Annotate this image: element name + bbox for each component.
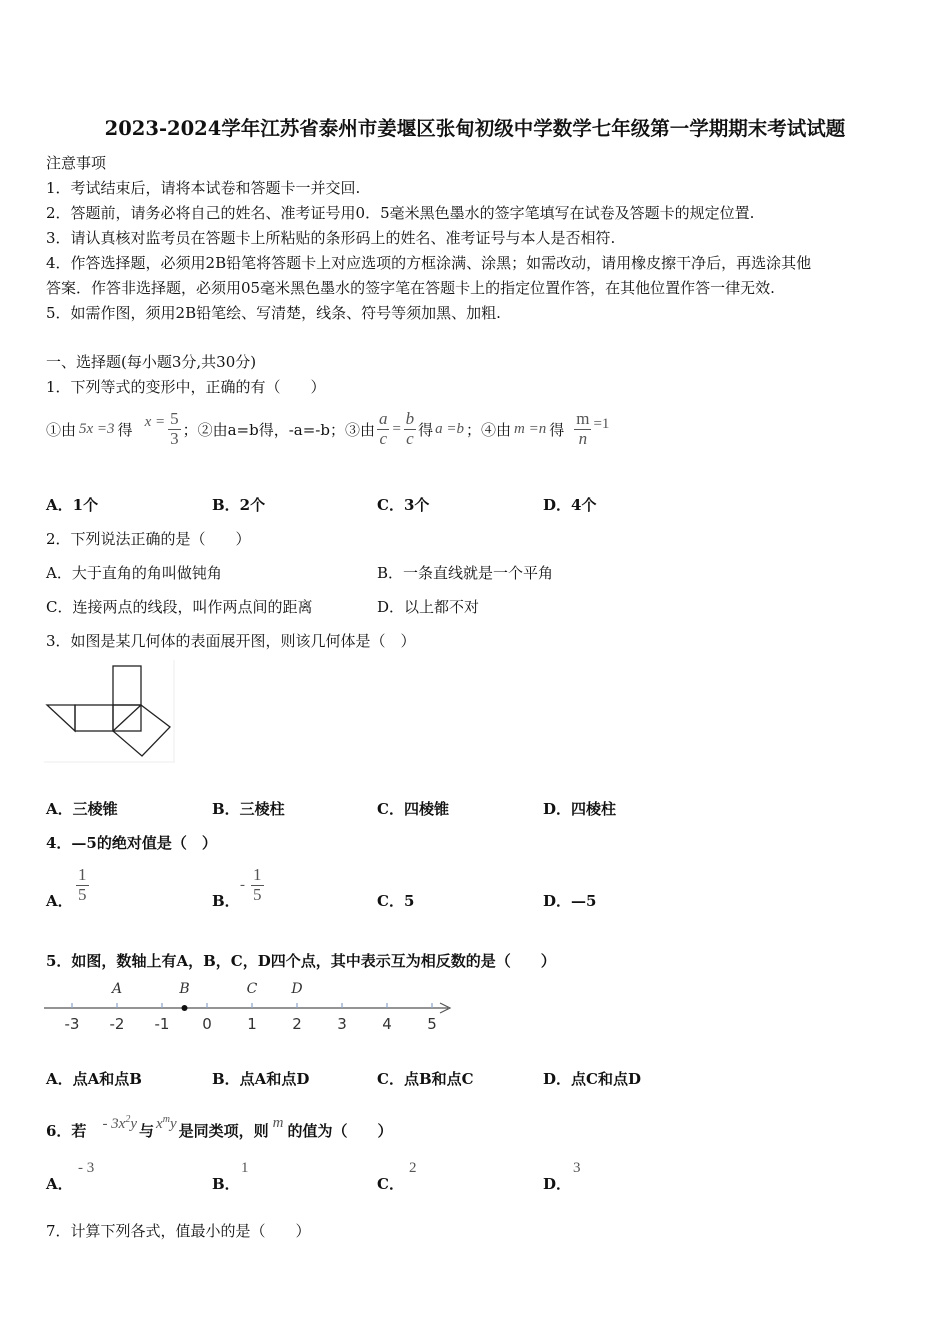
q4-b-num: 1 [253, 865, 262, 884]
q1-math: a =b [435, 420, 464, 437]
number-line-tick-label: 1 [247, 1015, 257, 1033]
q6-term1-post: y [130, 1116, 138, 1132]
net-triangle [47, 705, 75, 731]
number-line-tick-label: 2 [292, 1015, 302, 1033]
notice-item: 3．请认真核对监考员在答题卡上所粘贴的条形码上的姓名、准考证号与本人是否相符. [46, 229, 616, 247]
q1-fraction [404, 410, 417, 448]
q1-fraction [168, 410, 181, 448]
q6-text: 是同类项，则 [178, 1122, 269, 1140]
q6-term2-sup: m [162, 1114, 170, 1125]
q6-text: 的值为（ ） [287, 1122, 393, 1140]
notice-item: 5．如需作图，须用2B铅笔绘、写清楚，线条、符号等须加黑、加粗. [46, 304, 501, 322]
q5-option-c: C．点B和点C [377, 1070, 474, 1088]
q2-option-c: C．连接两点的线段，叫作两点间的距离 [46, 598, 313, 616]
net-left-square [75, 705, 113, 731]
q1-frac-den: c [406, 428, 414, 448]
q6-option-c-value: 2 [409, 1160, 417, 1176]
q6-option-d-value: 3 [573, 1160, 581, 1176]
q1-fraction [377, 410, 390, 448]
q1-text: ①由 [46, 420, 77, 439]
q2-option-b: B．一条直线就是一个平角 [377, 564, 554, 582]
q1-math: = [391, 420, 402, 437]
notice-heading: 注意事项 [46, 154, 107, 172]
q6-var: m [272, 1115, 284, 1131]
number-line-tick-label: 5 [427, 1015, 437, 1033]
q1-frac-den: 3 [170, 428, 179, 448]
q6-option-a-label: A． [46, 1175, 73, 1193]
q6-text: 6．若 [46, 1122, 87, 1140]
q6-option-c-label: C． [377, 1175, 404, 1193]
q2-option-d: D．以上都不对 [377, 598, 480, 616]
q6-option-d-label: D． [543, 1175, 572, 1193]
net-top-square [113, 666, 141, 705]
number-line-tick-label: 3 [337, 1015, 347, 1033]
q1-option-a: A．1个 [46, 496, 99, 514]
q5-option-b: B．点A和点D [212, 1070, 310, 1088]
q3-option-c: C．四棱锥 [377, 800, 449, 818]
q6-term2-base: x [156, 1116, 163, 1132]
notice-item: 4．作答选择题，必须用2B铅笔将答题卡上对应选项的方框涂满、涂黑；如需改动，请用橡皮擦干净后，再选涂其他 [46, 254, 812, 272]
q1-frac-num: a [378, 409, 388, 428]
q1-frac-den: n [578, 428, 588, 448]
q4-option-b-fraction [240, 866, 266, 904]
q1-math: x = [144, 413, 166, 430]
q6-term2 [156, 1114, 177, 1133]
question-3-stem: 3．如图是某几何体的表面展开图，则该几何体是（ ） [46, 632, 416, 650]
number-line-tick-label: -2 [109, 1015, 125, 1033]
number-line-tick-label: 4 [382, 1015, 392, 1033]
q4-b-sign: - [240, 876, 245, 893]
q4-b-den: 5 [253, 884, 262, 904]
q1-frac-den: c [379, 428, 387, 448]
q6-option-b-label: B． [212, 1175, 240, 1193]
q5-option-a: A．点A和点B [46, 1070, 142, 1088]
q6-term1-base: - 3x [102, 1116, 126, 1132]
question-1-statements [46, 410, 609, 448]
number-line-point-label: C [246, 981, 258, 997]
q4-option-c: C．5 [377, 892, 415, 910]
question-6-stem [46, 1106, 392, 1141]
notice-item: 答案．作答非选择题，必须用05毫米黑色墨水的签字笔在答题卡上的指定位置作答，在其他位置作答一律无效. [46, 279, 775, 297]
q4-a-den: 5 [78, 884, 87, 904]
q1-frac-num: m [576, 409, 590, 428]
number-line-point-label: A [111, 981, 123, 997]
q4-option-a-label: A． [46, 892, 73, 910]
number-line-point-label: D [291, 981, 303, 997]
q1-frac-num: b [405, 409, 415, 428]
q1-option-d: D．4个 [543, 496, 597, 514]
q6-option-b-value: 1 [241, 1160, 249, 1176]
q5-option-d: D．点C和点D [543, 1070, 641, 1088]
number-line-tick-label: 0 [202, 1015, 212, 1033]
question-1-stem: 1．下列等式的变形中，正确的有（ ） [46, 378, 326, 396]
q6-text: 与 [139, 1122, 155, 1140]
q1-text: 得 [117, 420, 133, 439]
net-diagram [44, 660, 176, 766]
q6-term1 [102, 1114, 137, 1133]
q1-text: ；②由a=b得，-a=-b；③由 [182, 420, 375, 439]
q4-option-d: D．—5 [543, 892, 597, 910]
number-line-point-dot [182, 1005, 188, 1011]
q1-math: =1 [593, 415, 610, 432]
section-heading: 一、选择题(每小题3分,共30分) [46, 353, 257, 371]
q6-option-a-value: - 3 [78, 1160, 95, 1176]
number-line [40, 975, 460, 1035]
q1-text: ；④由 [465, 420, 511, 439]
q2-option-a: A．大于直角的角叫做钝角 [46, 564, 222, 582]
q1-fraction [574, 410, 591, 448]
q1-text: 得 [549, 420, 565, 439]
q3-option-a: A．三棱锥 [46, 800, 118, 818]
number-line-tick-label: -1 [154, 1015, 170, 1033]
q4-option-b-label: B． [212, 892, 240, 910]
q3-option-d: D．四棱柱 [543, 800, 617, 818]
q6-term2-post: y [169, 1116, 177, 1132]
q1-math: 5x =3 [79, 420, 115, 437]
number-line-tick-label: -3 [64, 1015, 80, 1033]
q4-option-a-fraction [74, 866, 91, 904]
q1-option-b: B．2个 [212, 496, 266, 514]
q4-a-num: 1 [78, 865, 87, 884]
question-7-stem: 7．计算下列各式，值最小的是（ ） [46, 1222, 311, 1240]
notice-item: 1．考试结束后，请将本试卷和答题卡一并交回. [46, 179, 361, 197]
page-title: 2023-2024学年江苏省泰州市姜堰区张甸初级中学数学七年级第一学期期末考试试题 [104, 117, 846, 140]
q1-text: 得 [418, 420, 434, 439]
notice-item: 2．答题前，请务必将自己的姓名、准考证号用0．5毫米黑色墨水的签字笔填写在试卷及答题卡的规定位置. [46, 204, 755, 222]
question-4-stem: 4．—5的绝对值是（ ） [46, 834, 217, 852]
question-5-stem: 5．如图，数轴上有A，B，C，D四个点，其中表示互为相反数的是（ ） [46, 952, 556, 970]
q1-option-c: C．3个 [377, 496, 430, 514]
number-line-point-label: B [179, 981, 190, 997]
q1-frac-num: 5 [170, 409, 179, 428]
question-2-stem: 2．下列说法正确的是（ ） [46, 530, 251, 548]
q6-term1-sup: 2 [125, 1114, 131, 1125]
q1-math: m =n [514, 420, 547, 437]
q3-option-b: B．三棱柱 [212, 800, 285, 818]
